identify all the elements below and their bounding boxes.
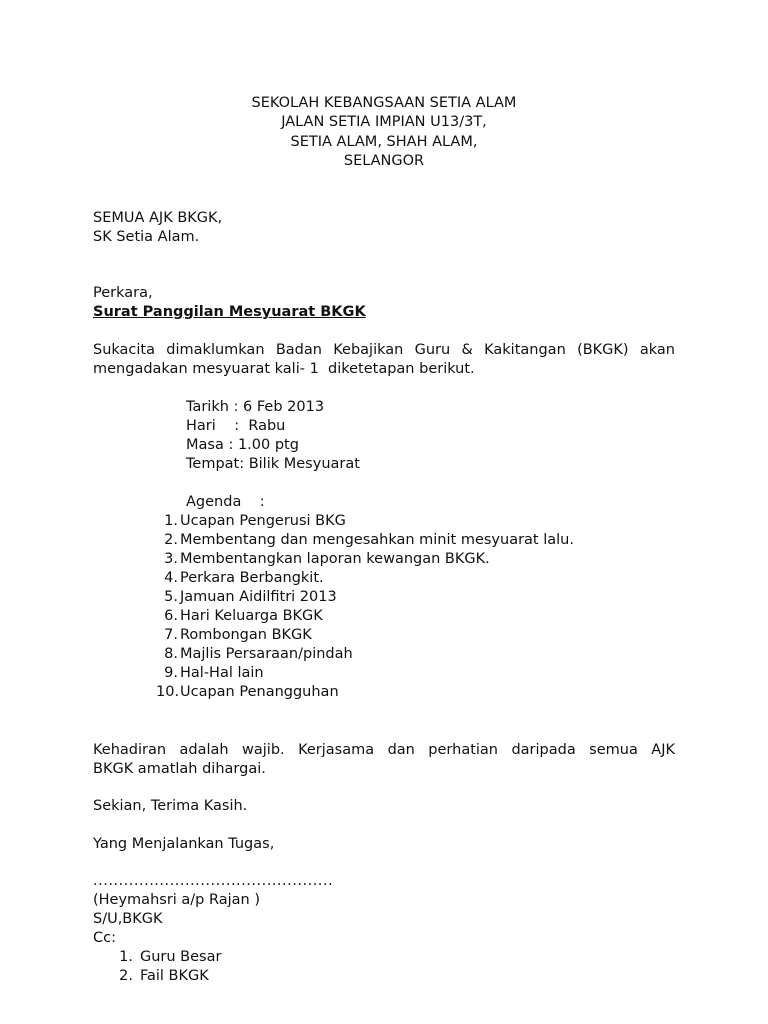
agenda-item-text: Ucapan Penangguhan bbox=[180, 684, 339, 700]
school-address-line1: JALAN SETIA IMPIAN U13/3T, bbox=[281, 114, 487, 130]
agenda-item-number: 6. bbox=[164, 608, 178, 624]
signature-line: ............................................... bbox=[93, 873, 334, 889]
cc-list bbox=[93, 948, 393, 988]
agenda-item-text: Hari Keluarga BKGK bbox=[180, 608, 323, 624]
agenda-item-text: Membentang dan mengesahkan minit mesyuarat lalu. bbox=[180, 532, 574, 548]
cc-item-text: Guru Besar bbox=[140, 949, 222, 965]
meeting-date: Tarikh : 6 Feb 2013 bbox=[186, 399, 325, 415]
recipient-line1: SEMUA AJK BKGK, bbox=[93, 210, 223, 226]
intro-line2: mengadakan mesyuarat kali- 1 diketetapan berikut. bbox=[93, 361, 475, 377]
agenda-item-text: Majlis Persaraan/pindah bbox=[180, 646, 353, 662]
signatory-name: (Heymahsri a/p Rajan ) bbox=[93, 892, 261, 908]
agenda-item-number: 7. bbox=[164, 627, 178, 643]
recipient-line2: SK Setia Alam. bbox=[93, 229, 200, 245]
cc-item-number: 1. bbox=[119, 949, 133, 965]
closing-thanks: Sekian, Terima Kasih. bbox=[93, 798, 248, 814]
agenda-item-text: Jamuan Aidilfitri 2013 bbox=[180, 589, 337, 605]
subject-title: Surat Panggilan Mesyuarat BKGK bbox=[93, 304, 366, 320]
cc-item-text: Fail BKGK bbox=[140, 968, 209, 984]
closing-duty: Yang Menjalankan Tugas, bbox=[93, 836, 275, 852]
agenda-item-text: Ucapan Pengerusi BKG bbox=[180, 513, 346, 529]
agenda-item-text: Membentangkan laporan kewangan BKGK. bbox=[180, 551, 490, 567]
agenda-item-text: Perkara Berbangkit. bbox=[180, 570, 324, 586]
school-name: SEKOLAH KEBANGSAAN SETIA ALAM bbox=[251, 95, 517, 111]
school-address-line3: SELANGOR bbox=[343, 153, 425, 169]
meeting-day: Hari : Rabu bbox=[186, 418, 286, 434]
meeting-place: Tempat: Bilik Mesyuarat bbox=[186, 456, 360, 472]
agenda-list bbox=[156, 512, 656, 712]
agenda-item-number: 1. bbox=[164, 513, 178, 529]
agenda-item-text: Hal-Hal lain bbox=[180, 665, 264, 681]
meeting-time: Masa : 1.00 ptg bbox=[186, 437, 299, 453]
attendance-line2: BKGK amatlah dihargai. bbox=[93, 761, 266, 777]
agenda-item-number: 2. bbox=[164, 532, 178, 548]
cc-label: Cc: bbox=[93, 930, 116, 946]
cc-item-number: 2. bbox=[119, 968, 133, 984]
agenda-item-number: 4. bbox=[164, 570, 178, 586]
agenda-item-text: Rombongan BKGK bbox=[180, 627, 312, 643]
agenda-item-number: 10. bbox=[156, 684, 180, 700]
agenda-heading: Agenda : bbox=[186, 494, 265, 510]
signatory-position: S/U,BKGK bbox=[93, 911, 163, 927]
attendance-line1: Kehadiran adalah wajib. Kerjasama dan perhatian daripada semua AJK bbox=[93, 742, 675, 758]
agenda-item-number: 8. bbox=[164, 646, 178, 662]
agenda-item-number: 9. bbox=[164, 665, 178, 681]
subject-label: Perkara, bbox=[93, 285, 153, 301]
agenda-item-number: 5. bbox=[164, 589, 178, 605]
agenda-item-number: 3. bbox=[164, 551, 178, 567]
intro-line1: Sukacita dimaklumkan Badan Kebajikan Guru & Kakitangan (BKGK) akan bbox=[93, 342, 675, 358]
school-address-line2: SETIA ALAM, SHAH ALAM, bbox=[290, 134, 478, 150]
